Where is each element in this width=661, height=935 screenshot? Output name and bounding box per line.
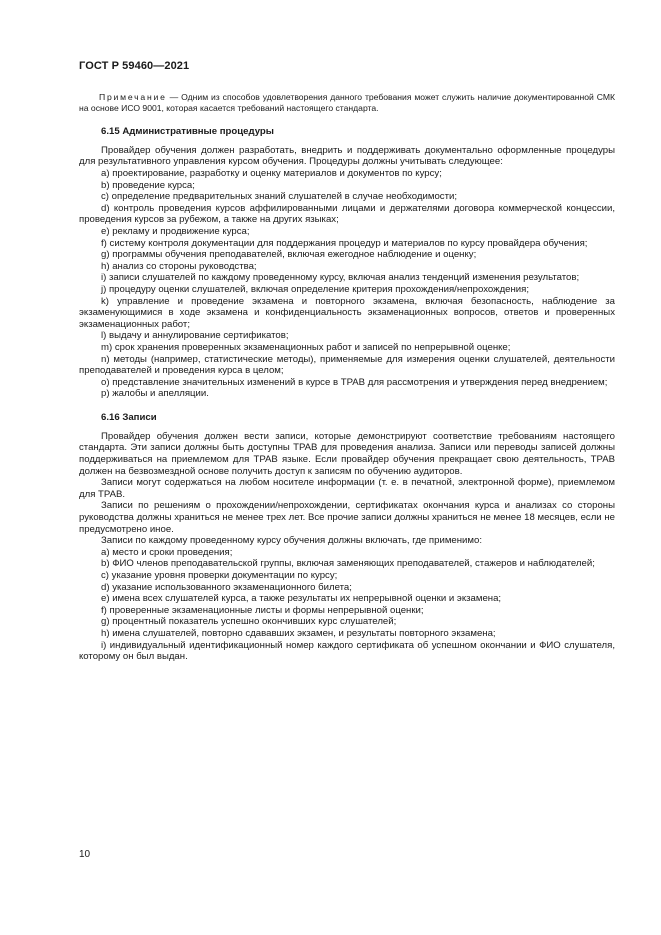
paragraph: k) управление и проведение экзамена и повторного экзамена, включая безопасность, наблюдение за экзаменующимися в ходе экзамена и конфиденциальность экзаменационных вопросов, ответов и проверенных экзаменационных работ; [79, 295, 615, 330]
note-text: — Одним из способов удовлетворения данного требования может служить наличие документированной СМК на основе ИСО 9001, которая касается требований настоящего стандарта. [79, 92, 615, 114]
paragraph: Записи по каждому проведенному курсу обучения должны включать, где применимо: [101, 535, 482, 547]
paragraph: Провайдер обучения должен разработать, внедрить и поддерживать документально оформленные процедуры для результативного управления курсом обучения. Процедуры должны учитывать следующее: [79, 144, 615, 168]
paragraph: f) систему контроля документации для поддержания процедур и материалов по курсу провайдера обучения; [101, 237, 588, 249]
paragraph: g) программы обучения преподавателей, включая ежегодное наблюдение и оценку; [101, 249, 477, 261]
paragraph: f) проверенные экзаменационные листы и формы непрерывной оценки; [101, 604, 424, 616]
paragraph: c) указание уровня проверки документации по курсу; [101, 570, 338, 581]
paragraph: i) индивидуальный идентификационный номер каждого сертификата об успешном окончании и ФИО слушателя, которому он был выдан. [79, 639, 615, 663]
paragraph: g) процентный показатель успешно окончивших курс слушателей; [101, 616, 397, 628]
paragraph: Записи по решениям о прохождении/непрохождении, сертификатах окончания курса и анализах со стороны руководства должны храниться не менее трех лет. Все прочие записи должны храниться не менее 18 месяцев, если не предусмотрено иное. [79, 500, 615, 535]
document-header: ГОСТ Р 59460—2021 [79, 60, 190, 72]
paragraph: c) определение предварительных знаний слушателей в случае необходимости; [101, 191, 458, 203]
paragraph: d) контроль проведения курсов аффилированными лицами и держателями договора коммерческой концессии, проведения курсов за рубежом, а также на других языках; [79, 202, 615, 226]
paragraph: i) записи слушателей по каждому проведенному курсу, включая анализ тенденций изменения результатов; [101, 272, 580, 284]
paragraph: n) методы (например, статистические методы), применяемые для измерения оценки слушателей, деятельности преподавателей и проведения курса в целом; [79, 353, 615, 377]
paragraph: e) имена всех слушателей курса, а также результаты их непрерывной оценки и экзамена; [101, 593, 502, 605]
section-title-6-16: 6.16 Записи [101, 411, 157, 423]
paragraph: p) жалобы и апелляции. [101, 388, 209, 400]
paragraph: m) срок хранения проверенных экзаменационных работ и записей по непрерывной оценке; [101, 341, 511, 353]
section-title-6-15: 6.15 Административные процедуры [101, 125, 274, 137]
paragraph: b) проведение курса; [101, 179, 195, 191]
paragraph: e) рекламу и продвижение курса; [101, 225, 250, 237]
section-6-15-body [79, 145, 615, 400]
note-label: Примечание [99, 92, 167, 102]
document-body [79, 92, 615, 663]
paragraph: h) имена слушателей, повторно сдававших экзамен, и результаты повторного экзамена; [101, 627, 496, 639]
paragraph: Записи могут содержаться на любом носителе информации (т. е. в печатной, электронной форме), приемлемом для TPAB. [79, 477, 615, 500]
paragraph: h) анализ со стороны руководства; [101, 260, 257, 272]
paragraph: j) процедуру оценки слушателей, включая определение критерия прохождения/непрохождения; [101, 283, 530, 295]
section-6-16-body [79, 431, 615, 663]
paragraph: l) выдачу и аннулирование сертификатов; [101, 330, 289, 342]
paragraph: Провайдер обучения должен вести записи, которые демонстрируют соответствие требованиям настоящего стандарта. Эти записи должны быть доступны TPAB для проведения анализа. Записи или переводы записей должны поддерживаться на приемлемом для TPAB языке. Если провайдер обучения прекращает свою деятельность, TPAB должен на безвозмездной основе получить доступ к записям по обучению аудиторов. [79, 430, 615, 477]
page-number: 10 [79, 849, 91, 860]
paragraph: a) место и сроки проведения; [101, 546, 233, 558]
paragraph: o) представление значительных изменений в курсе в TPAB для рассмотрения и утверждения перед внедрением; [101, 376, 608, 388]
paragraph: d) указание использованного экзаменационного билета; [101, 581, 352, 593]
note-paragraph [79, 92, 615, 115]
paragraph: a) проектирование, разработку и оценку материалов и документов по курсу; [101, 168, 442, 179]
paragraph: b) ФИО членов преподавательской группы, включая заменяющих преподавателей, стажеров и наблюдателей; [101, 558, 595, 570]
